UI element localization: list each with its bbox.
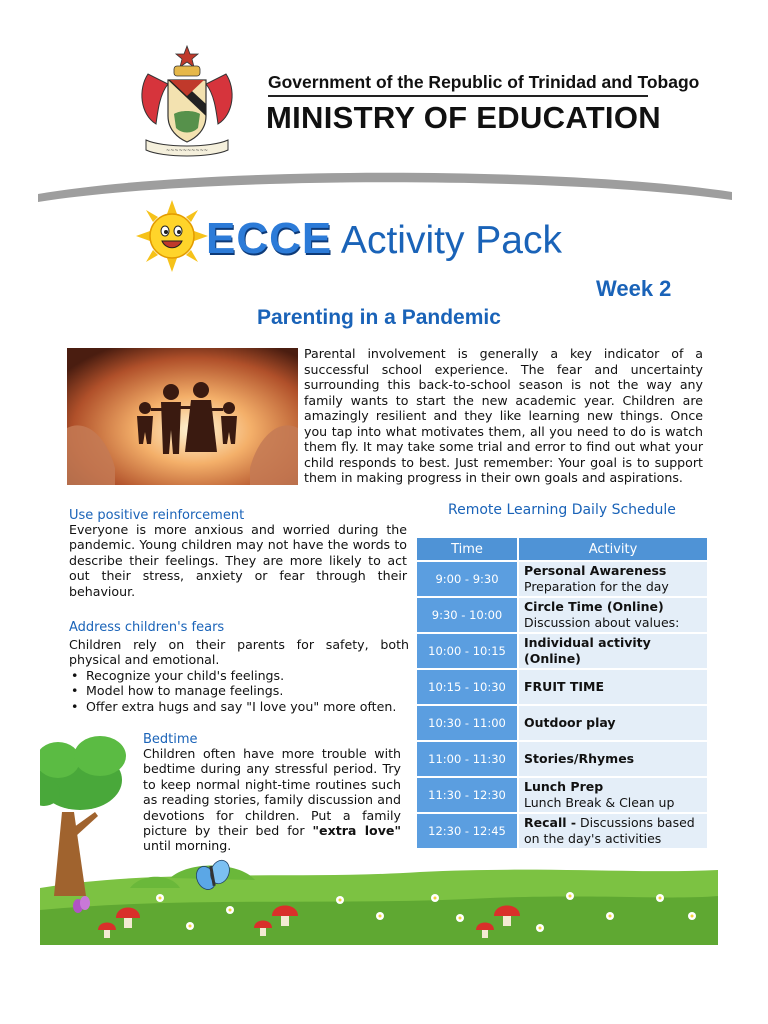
column-header-time: Time — [417, 538, 519, 562]
activity-main: Recall - — [524, 815, 577, 830]
reinforcement-text: Everyone is more anxious and worried during the pandemic. Young children may not have the words to describe their feelings. They are more likely to act out their stress, anxiety or fear through their behaviour. — [69, 522, 407, 599]
activity-detail: Discussions based on the day's activities — [524, 815, 695, 846]
table-row — [417, 814, 707, 850]
schedule-activity — [519, 706, 707, 742]
header-rule — [268, 95, 648, 97]
schedule-activity — [519, 778, 707, 814]
table-row — [417, 634, 707, 670]
schedule-activity — [519, 634, 707, 670]
header-swoosh — [0, 160, 768, 220]
activity-main: Personal Awareness — [524, 563, 667, 578]
list-item: • Recognize your child's feelings. — [69, 668, 409, 683]
activity-main: Outdoor play — [524, 715, 616, 730]
week-label: Week 2 — [596, 276, 672, 301]
schedule-time: 9:00 - 9:30 — [417, 562, 519, 598]
table-row — [417, 598, 707, 634]
coat-of-arms-icon — [128, 44, 246, 162]
bedtime-text — [143, 746, 401, 854]
schedule-time: 12:30 - 12:45 — [417, 814, 519, 850]
fears-list — [69, 668, 409, 714]
schedule-activity — [519, 742, 707, 778]
page-subtitle: Parenting in a Pandemic — [257, 306, 501, 329]
schedule-time: 10:00 - 10:15 — [417, 634, 519, 670]
activity-detail: Discussion about values: — [524, 615, 680, 630]
activity-main: Circle Time (Online) — [524, 599, 664, 614]
schedule-activity — [519, 598, 707, 634]
table-row — [417, 742, 707, 778]
schedule-time: 9:30 - 10:00 — [417, 598, 519, 634]
list-item: • Offer extra hugs and say "I love you" more often. — [69, 699, 409, 714]
activity-main: Lunch Prep — [524, 779, 604, 794]
table-row — [417, 706, 707, 742]
activity-main: Individual activity (Online) — [524, 635, 651, 666]
svg-text:~~~~~~~~~~: ~~~~~~~~~~ — [166, 148, 208, 154]
schedule-activity — [519, 814, 707, 850]
schedule-time: 10:15 - 10:30 — [417, 670, 519, 706]
bedtime-bold: "extra love" — [312, 823, 402, 839]
schedule-time: 11:00 - 11:30 — [417, 742, 519, 778]
government-name: Government of the Republic of Trinidad and Tobago — [268, 72, 700, 92]
activity-detail: Lunch Break & Clean up — [524, 795, 675, 810]
schedule-body — [417, 562, 707, 850]
family-silhouette-photo — [67, 348, 298, 485]
schedule-activity — [519, 670, 707, 706]
table-row — [417, 670, 707, 706]
title-rest: Activity Pack — [332, 219, 562, 262]
ministry-name: MINISTRY OF EDUCATION — [266, 100, 661, 135]
activity-main: Stories/Rhymes — [524, 751, 635, 766]
schedule-time: 11:30 - 12:30 — [417, 778, 519, 814]
sun-mascot-icon — [136, 200, 208, 272]
intro-paragraph: Parental involvement is generally a key indicator of a successful school experience. The fear and uncertainty surrounding this back-to-school season is not the way any family wants to start the new academic year. Children are amazingly resilient and they like learning new things. Once you tap into what motivates them, all you need to do is watch them fly. It may take some trial and error to find out what your child responds to best. Just remember: Your goal is to support them in making progress in their own goals and aspirations. — [304, 346, 703, 485]
activity-main: FRUIT TIME — [524, 679, 604, 694]
fears-heading: Address children's fears — [69, 620, 225, 635]
schedule-time: 10:30 - 11:00 — [417, 706, 519, 742]
reinforcement-heading: Use positive reinforcement — [69, 508, 245, 523]
ecce-wordmark: ECCE — [206, 214, 333, 263]
bedtime-tail: until morning. — [143, 838, 232, 854]
activity-detail: Preparation for the day — [524, 579, 669, 594]
list-item: • Model how to manage feelings. — [69, 683, 409, 698]
table-row — [417, 778, 707, 814]
table-row — [417, 562, 707, 598]
fears-text: Children rely on their parents for safety, both physical and emotional. — [69, 637, 409, 668]
bedtime-heading: Bedtime — [143, 732, 198, 747]
tree-icon — [40, 736, 126, 896]
schedule-title: Remote Learning Daily Schedule — [448, 502, 676, 518]
schedule-activity — [519, 562, 707, 598]
bedtime-body: Children often have more trouble with bedtime during any stressful period. Try to keep normal night-time routines such as reading stories, family discussion and devotions for children. Put a family picture by their bed for — [143, 746, 401, 839]
activity-pack-title — [206, 214, 562, 264]
schedule-table — [417, 538, 707, 850]
column-header-activity: Activity — [519, 538, 707, 562]
